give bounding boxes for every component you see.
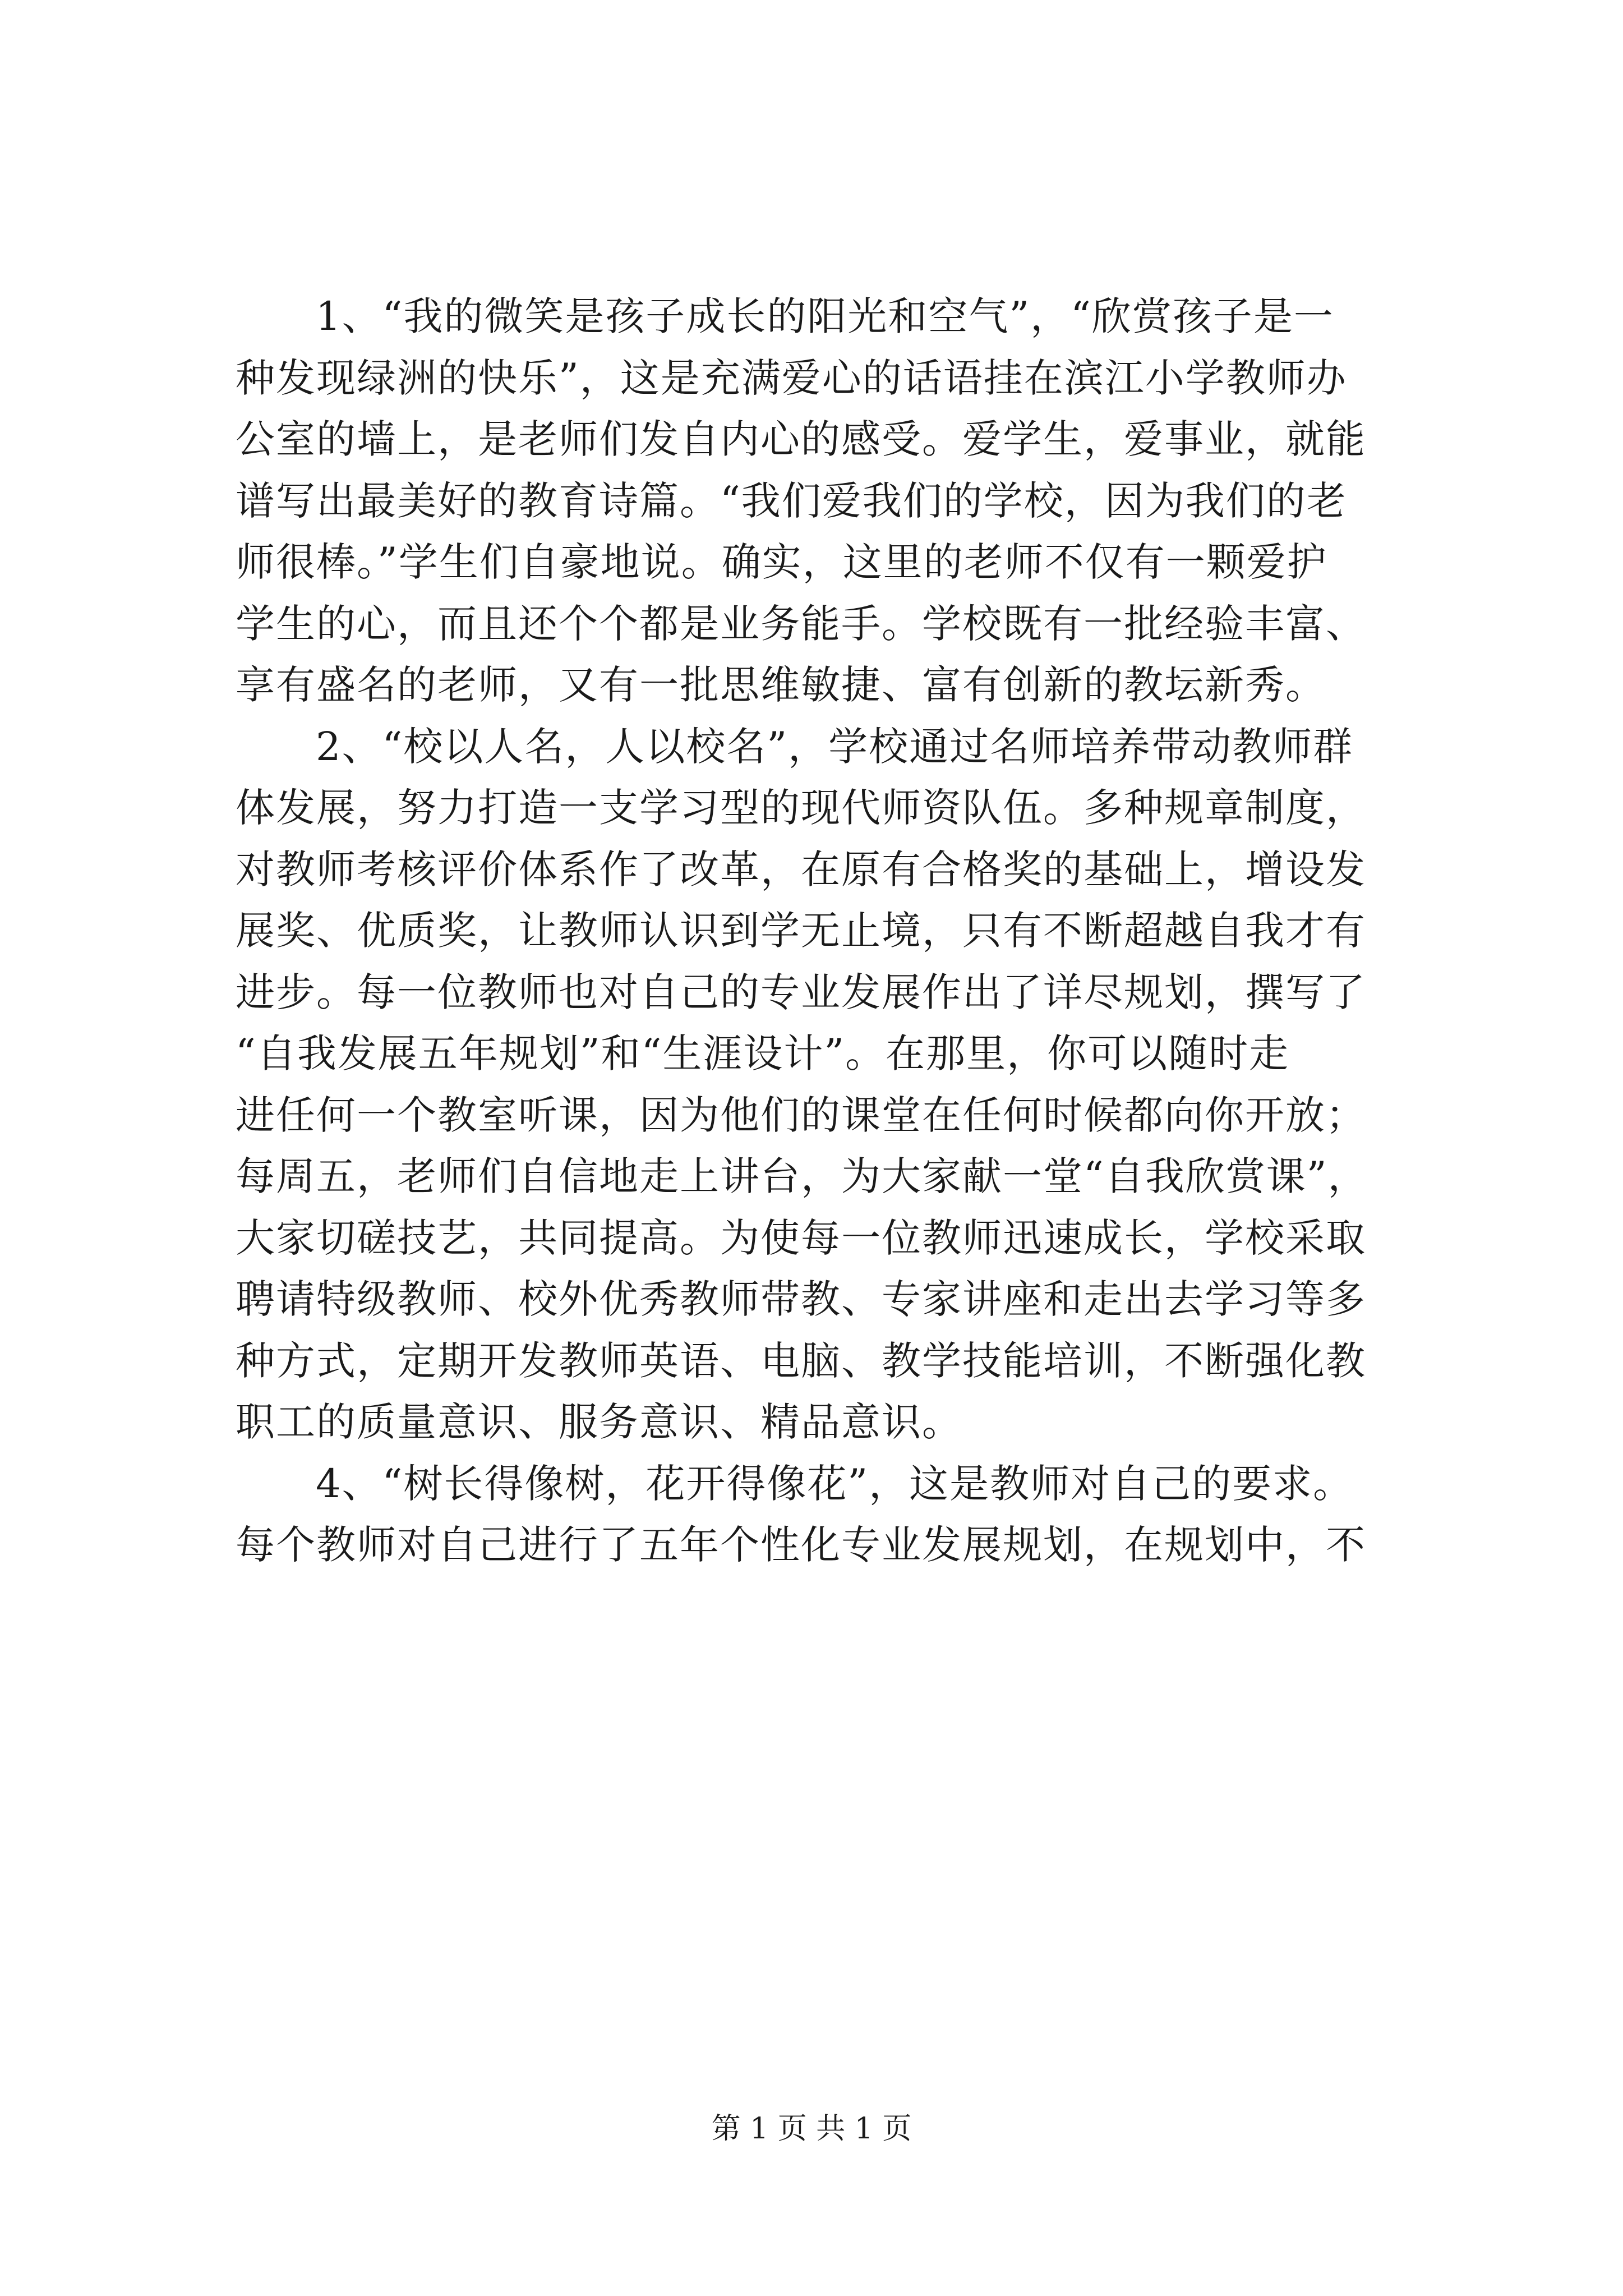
paragraph-2-line-12: 职工的质量意识、服务意识、精品意识。 [236,1399,962,1445]
paragraph-2-line-3: 对教师考核评价体系作了改革，在原有合格奖的基础上，增设发 [236,846,1366,892]
paragraph-2-line-6: “自我发展五年规划”和“生涯设计”。在那里，你可以随时走 [236,1030,1290,1076]
paragraph-2-line-1: 2、“校以人名，人以校名”，学校通过名师培养带动教师群 [316,723,1354,770]
paragraph-1-line-7: 享有盛名的老师，又有一批思维敏捷、富有创新的教坛新秀。 [236,662,1326,708]
paragraph-1-line-2: 种发现绿洲的快乐”，这是充满爱心的话语挂在滨江小学教师办 [236,355,1347,401]
paragraph-2-line-5: 进步。每一位教师也对自己的专业发展作出了详尽规划，撰写了 [236,969,1366,1015]
paragraph-1-line-5: 师很棒。”学生们自豪地说。确实，这里的老师不仅有一颗爱护 [236,539,1327,585]
paragraph-1-line-3: 公室的墙上，是老师们发自内心的感受。爱学生，爱事业，就能 [236,416,1366,462]
paragraph-1-line-6: 学生的心，而且还个个都是业务能手。学校既有一批经验丰富、 [236,600,1366,647]
paragraph-2-line-11: 种方式，定期开发教师英语、电脑、教学技能培训，不断强化教 [236,1337,1366,1384]
paragraph-2-line-7: 进任何一个教室听课，因为他们的课堂在任何时候都向你开放； [236,1092,1366,1138]
paragraph-1-line-1: 1、“我的微笑是孩子成长的阳光和空气”，“欣赏孩子是一 [316,293,1334,339]
paragraph-2-line-8: 每周五，老师们自信地走上讲台，为大家献一堂“自我欣赏课”， [236,1153,1368,1199]
document-body [236,286,1419,1576]
paragraph-3-line-2: 每个教师对自己进行了五年个性化专业发展规划，在规划中，不 [236,1522,1366,1568]
paragraph-2-line-10: 聘请特级教师、校外优秀教师带教、专家讲座和走出去学习等多 [236,1276,1366,1322]
paragraph-2-line-4: 展奖、优质奖，让教师认识到学无止境，只有不断超越自我才有 [236,908,1366,954]
page-footer: 第 1 页 共 1 页 [711,2112,912,2146]
paragraph-2-line-9: 大家切磋技艺，共同提高。为使每一位教师迅速成长，学校采取 [236,1214,1366,1261]
paragraph-3-line-1: 4、“树长得像树，花开得像花”，这是教师对自己的要求。 [316,1460,1354,1507]
paragraph-1-line-4: 谱写出最美好的教育诗篇。“我们爱我们的学校，因为我们的老 [236,477,1347,524]
paragraph-2-line-2: 体发展，努力打造一支学习型的现代师资队伍。多种规章制度， [236,785,1366,831]
